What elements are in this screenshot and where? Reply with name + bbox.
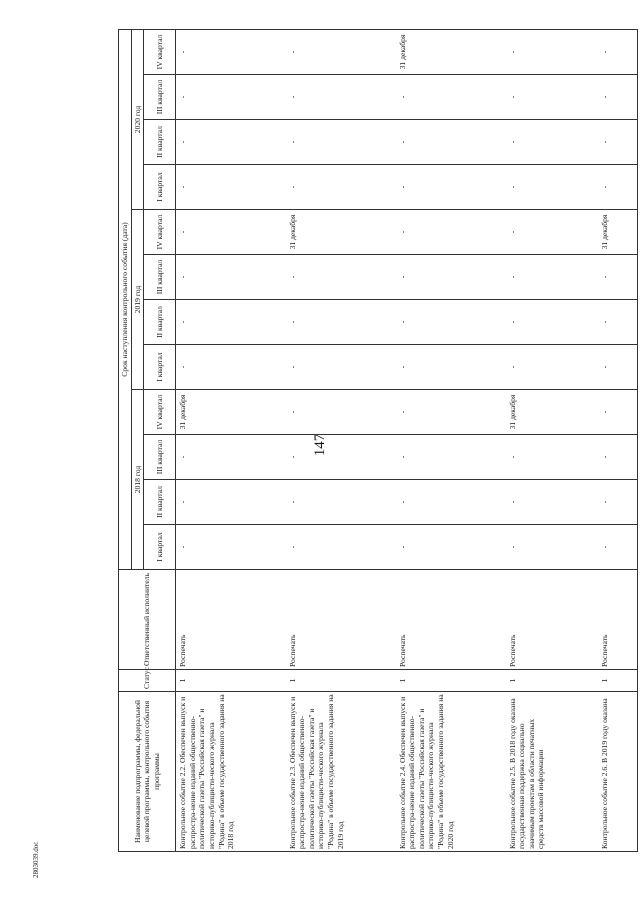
quarter-date-cell: - xyxy=(396,75,506,120)
header-name: Наименование подпрограммы, федеральной целевой программы, контрольного события программы xyxy=(119,692,176,852)
event-name-cell: Контрольное событие 2.3. Обеспечен выпуск и распростра-нение изданий общественно-политической газеты "Российская газета" и историко-публицисти-ческого журнала "Родина" в объеме государственного задания на 2019 год xyxy=(286,692,396,852)
quarter-date-cell: - xyxy=(176,255,286,300)
status-cell: 1 xyxy=(286,670,396,692)
quarter-date-cell: - xyxy=(396,480,506,525)
quarter-date-cell: - xyxy=(598,29,638,74)
header-year-2018: 2018 год xyxy=(131,390,144,570)
event-name-cell: Контрольное событие 2.5. В 2018 году оказана государственная поддержка социально значимым проектам в области печатных средств массовой информации xyxy=(506,692,598,852)
quarter-date-cell: - xyxy=(506,210,598,255)
header-quarter: I квартал xyxy=(144,165,176,210)
quarter-date-cell: - xyxy=(176,120,286,165)
executor-cell: Роспечать xyxy=(176,570,286,670)
header-quarter: IV квартал xyxy=(144,29,176,74)
table-row xyxy=(176,29,286,851)
quarter-date-cell: - xyxy=(506,345,598,390)
quarter-date-cell: - xyxy=(598,300,638,345)
quarter-date-cell: - xyxy=(598,435,638,480)
table-row xyxy=(598,29,638,851)
quarter-date-cell: - xyxy=(396,525,506,570)
quarter-date-cell: - xyxy=(396,210,506,255)
table-row xyxy=(396,29,506,851)
table-row xyxy=(506,29,598,851)
header-quarter: IV квартал xyxy=(144,210,176,255)
table-body xyxy=(176,29,638,851)
quarter-date-cell: 31 декабря xyxy=(598,210,638,255)
quarter-date-cell: - xyxy=(286,525,396,570)
event-name-cell: Контрольное событие 2.2. Обеспечен выпуск и распростра-нение изданий общественно-политической газеты "Российская газета" и историко-публицисти-ческого журнала "Родина" в объеме государственного задания на 2018 год xyxy=(176,692,286,852)
quarter-date-cell: - xyxy=(396,120,506,165)
quarter-date-cell: - xyxy=(396,345,506,390)
header-year-2020: 2020 год xyxy=(131,29,144,209)
header-executor: Ответственный исполнитель xyxy=(119,570,176,670)
quarter-date-cell: - xyxy=(598,165,638,210)
status-cell: 1 xyxy=(176,670,286,692)
quarter-date-cell: - xyxy=(396,165,506,210)
quarter-date-cell: 31 декабря xyxy=(506,390,598,435)
status-cell: 1 xyxy=(396,670,506,692)
header-quarter: III квартал xyxy=(144,255,176,300)
quarter-date-cell: - xyxy=(286,75,396,120)
quarter-date-cell: - xyxy=(286,480,396,525)
header-quarter: III квартал xyxy=(144,435,176,480)
quarter-date-cell: - xyxy=(506,75,598,120)
quarter-date-cell: - xyxy=(286,255,396,300)
quarter-date-cell: 31 декабря xyxy=(176,390,286,435)
quarter-date-cell: - xyxy=(506,480,598,525)
quarter-date-cell: - xyxy=(286,300,396,345)
header-quarter: III квартал xyxy=(144,75,176,120)
quarter-date-cell: - xyxy=(176,345,286,390)
quarter-date-cell: - xyxy=(286,165,396,210)
quarter-date-cell: - xyxy=(286,435,396,480)
quarter-date-cell: - xyxy=(506,29,598,74)
control-events-table xyxy=(118,29,638,852)
quarter-date-cell: - xyxy=(176,75,286,120)
quarter-date-cell: - xyxy=(506,435,598,480)
quarter-date-cell: - xyxy=(286,120,396,165)
quarter-date-cell: - xyxy=(396,255,506,300)
quarter-date-cell: - xyxy=(176,435,286,480)
event-name-cell: Контрольное событие 2.6. В 2019 году оказана xyxy=(598,692,638,852)
executor-cell: Роспечать xyxy=(286,570,396,670)
quarter-date-cell: - xyxy=(176,480,286,525)
executor-cell: Роспечать xyxy=(396,570,506,670)
header-quarter: I квартал xyxy=(144,345,176,390)
header-quarter: II квартал xyxy=(144,480,176,525)
header-quarter: IV квартал xyxy=(144,390,176,435)
header-quarter: II квартал xyxy=(144,300,176,345)
quarter-date-cell: - xyxy=(506,525,598,570)
quarter-date-cell: - xyxy=(176,525,286,570)
executor-cell: Роспечать xyxy=(598,570,638,670)
rotated-page-content xyxy=(118,30,609,852)
quarter-date-cell: - xyxy=(286,345,396,390)
event-name-cell: Контрольное событие 2.4. Обеспечен выпуск и распростра-нение изданий общественно-политической газеты "Российская газета" и историко-публицисти-ческого журнала "Родина" в объеме государственного задания на 2020 год xyxy=(396,692,506,852)
quarter-date-cell: - xyxy=(286,390,396,435)
quarter-date-cell: - xyxy=(506,255,598,300)
quarter-date-cell: - xyxy=(176,300,286,345)
quarter-date-cell: - xyxy=(598,480,638,525)
quarter-date-cell: - xyxy=(396,300,506,345)
quarter-date-cell: - xyxy=(598,255,638,300)
table-header xyxy=(119,29,176,851)
header-year-2019: 2019 год xyxy=(131,210,144,390)
header-deadline: Срок наступления контрольного события (дата) xyxy=(119,29,132,569)
page-number: 147 xyxy=(312,433,328,457)
header-quarter: I квартал xyxy=(144,525,176,570)
quarter-date-cell: - xyxy=(396,390,506,435)
quarter-date-cell: - xyxy=(176,165,286,210)
status-cell: 1 xyxy=(598,670,638,692)
quarter-date-cell: - xyxy=(506,120,598,165)
quarter-date-cell: 31 декабря xyxy=(396,29,506,74)
status-cell: 1 xyxy=(506,670,598,692)
executor-cell: Роспечать xyxy=(506,570,598,670)
quarter-date-cell: - xyxy=(396,435,506,480)
quarter-date-cell: - xyxy=(598,525,638,570)
quarter-date-cell: - xyxy=(506,165,598,210)
table-row xyxy=(286,29,396,851)
quarter-date-cell: - xyxy=(598,390,638,435)
quarter-date-cell: - xyxy=(598,75,638,120)
quarter-date-cell: - xyxy=(176,210,286,255)
header-status: Статус xyxy=(119,670,176,692)
quarter-date-cell: 31 декабря xyxy=(286,210,396,255)
quarter-date-cell: - xyxy=(286,29,396,74)
quarter-date-cell: - xyxy=(598,345,638,390)
quarter-date-cell: - xyxy=(506,300,598,345)
header-quarter: II квартал xyxy=(144,120,176,165)
footer-file-code: 2803039.doc xyxy=(32,841,40,878)
quarter-date-cell: - xyxy=(598,120,638,165)
quarter-date-cell: - xyxy=(176,29,286,74)
